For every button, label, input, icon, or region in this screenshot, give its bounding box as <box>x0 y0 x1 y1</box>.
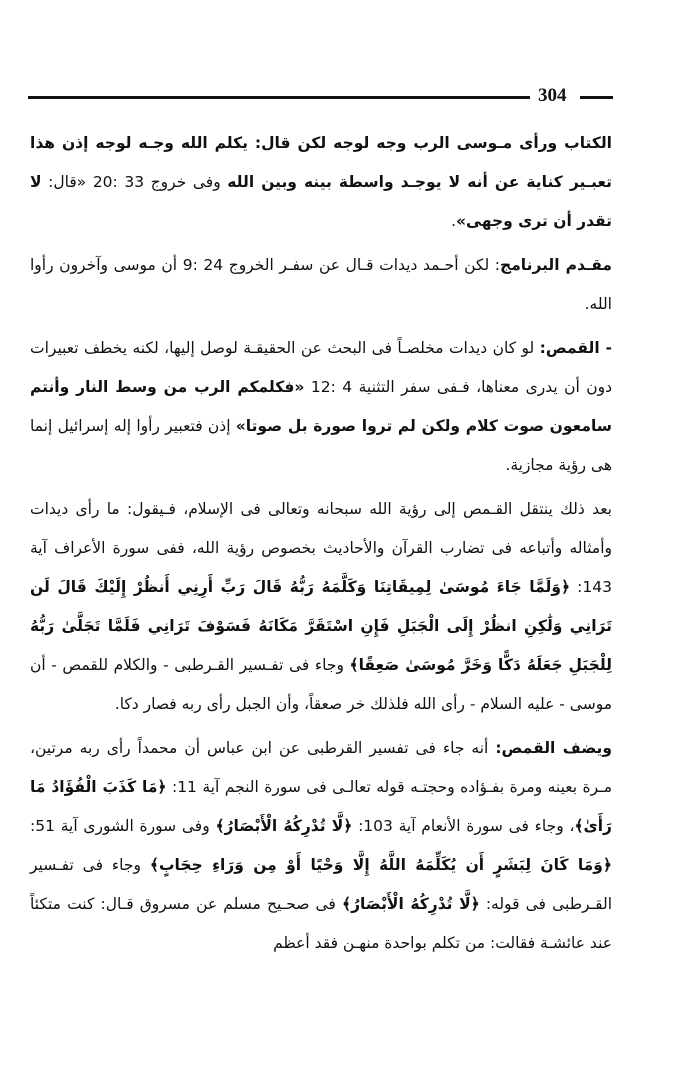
bold-text-segment: ﴿لَّا تُدْرِكُهُ الْأَبْصَارُ﴾ <box>341 895 480 913</box>
paragraph <box>30 246 612 324</box>
body-text <box>30 124 612 968</box>
text-segment: وفى خروج 33 :20 «قال: <box>41 173 228 191</box>
paragraph <box>30 329 612 485</box>
text-segment: وجاء فى تفـسير القـرطبى فى قوله: <box>30 856 612 913</box>
bold-text-segment: الكتاب ورأى مـوسى الرب وجه لوجه لكن قال: يكلم الله وجـه لوجه إذن هذا تعبـير كناية عن أنه لا يوجـد واسطة بينه وبين الله <box>30 134 612 191</box>
text-segment: وجاء فى تفـسير القـرطبى - والكلام للقمص - أن موسى - عليه السلام - رأى الله فلذلك خر صعقاً، وأن الجبل رأى ربه فصار دكا. <box>30 656 612 713</box>
bold-text-segment: ﴿وَمَا كَانَ لِبَشَرٍ أَن يُكَلِّمَهُ اللَّهُ إِلَّا وَحْيًا أَوْ مِن وَرَاءِ حِجَابٍ﴾ <box>149 856 612 874</box>
bold-text-segment: لا تقدر أن ترى وجهى» <box>30 173 612 230</box>
page-number: 304 <box>538 85 567 106</box>
text-segment: فى صحـيح مسلم عن مسروق قـال: كنت متكئاً عند عائشـة فقالت: من تكلم بواحدة منهـن فقد أعظم <box>30 895 612 952</box>
bold-text-segment: - القمص: <box>539 339 612 357</box>
header-rule-long <box>28 96 530 99</box>
text-segment: لو كان ديدات مخلصـاً فى البحث عن الحقيقـة لوصل إليها، لكنه يخطف تعبيرات دون أن يدرى معناها، فـفى سفر التثنية 4 :12 <box>30 339 612 396</box>
text-segment: بعد ذلك ينتقل القـمص إلى رؤية الله سبحانه وتعالى فى الإسلام، فـيقول: ما رأى ديدات وأمثاله وأتباعه فى تضارب القرآن والأحاديث بخصوص رؤية الله، ففى سورة الأعراف آية 143: <box>30 500 612 596</box>
text-segment: أنه جاء فى تفسير القرطبى عن ابن عباس أن محمداً رأى ربه مرتين، مـرة بعينه ومرة بفـؤاده وحجتـه قوله تعالـى فى سورة النجم آية 11: <box>30 739 613 796</box>
bold-text-segment: ﴿وَلَمَّا جَاءَ مُوسَىٰ لِمِيقَاتِنَا وَكَلَّمَهُ رَبُّهُ قَالَ رَبِّ أَرِنِي أَنظُرْ إِلَيْكَ قَالَ لَن تَرَانِي وَلَٰكِنِ انظُرْ إِلَى الْجَبَلِ فَإِنِ اسْتَقَرَّ مَكَانَهُ فَسَوْفَ تَرَانِي فَلَمَّا تَجَلَّىٰ رَبُّهُ لِلْجَبَلِ جَعَلَهُ دَكًّا وَخَرَّ مُوسَىٰ صَعِقًا﴾ <box>30 578 612 674</box>
bold-text-segment: ﴿لَّا تُدْرِكُهُ الْأَبْصَارُ﴾ <box>215 817 353 835</box>
paragraph <box>30 490 612 724</box>
text-segment: : لكن أحـمد ديدات قـال عن سفـر الخروج 24 :9 أن موسى وآخرون رأوا الله. <box>30 256 612 313</box>
page-header <box>28 84 613 108</box>
header-rule-short <box>580 96 613 99</box>
bold-text-segment: «فكلمكم الرب من وسط النار وأنتم سامعون صوت كلام ولكن لم تروا صورة بل صوتا» <box>30 378 613 435</box>
text-segment: وفى سورة الشورى آية 51: <box>30 817 216 835</box>
bold-text-segment: ويضف القمص: <box>495 739 612 757</box>
bold-text-segment: ﴿مَا كَذَبَ الْفُؤَادُ مَا رَأَىٰ﴾ <box>30 778 612 835</box>
text-segment: ، وجاء فى سورة الأنعام آية 103: <box>352 817 575 835</box>
paragraph <box>30 729 612 963</box>
bold-text-segment: مقـدم البرنامج <box>500 256 612 274</box>
text-segment: إذن فتعبير رأوا إله إسرائيل إنما هى رؤية مجازية. <box>30 417 612 474</box>
text-segment: . <box>451 212 457 230</box>
paragraph <box>30 124 612 241</box>
